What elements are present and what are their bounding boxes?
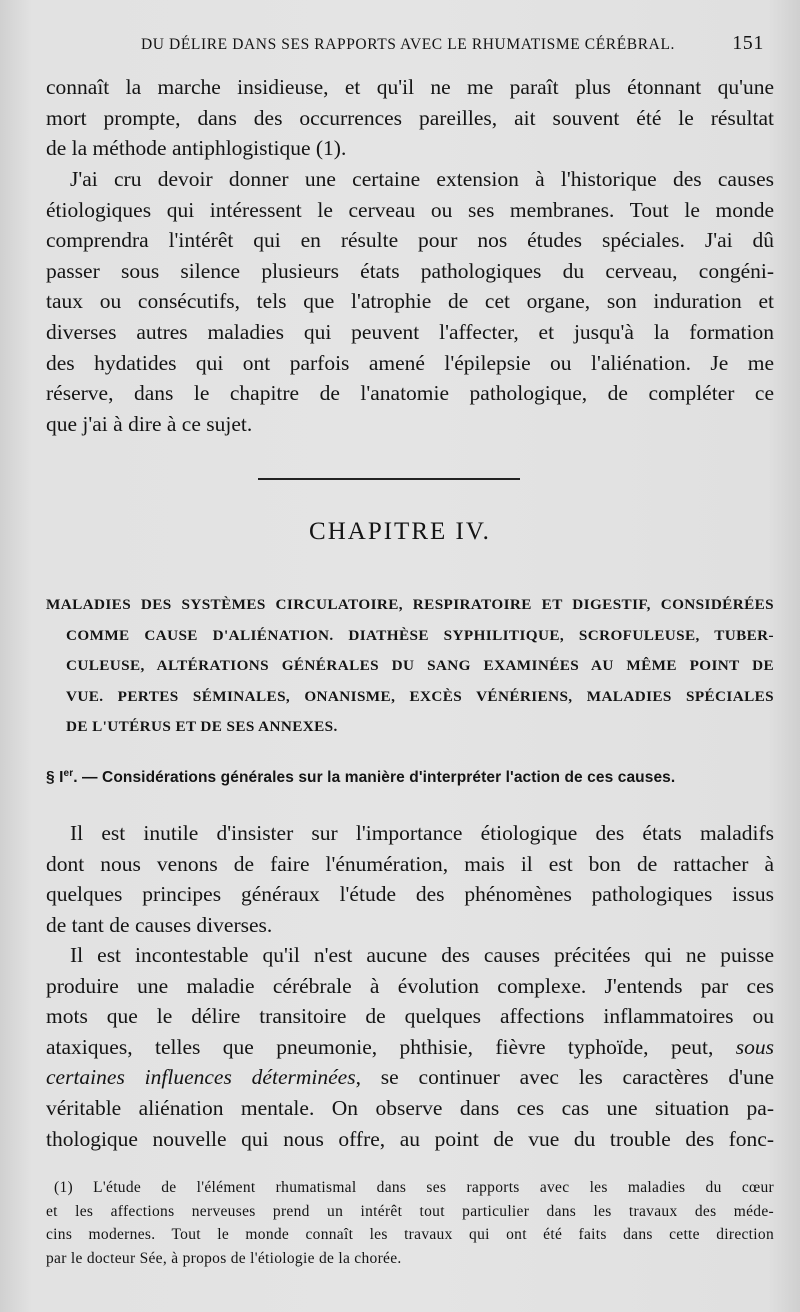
footnote-line: par le docteur Sée, à propos de l'étiologie de la chorée. <box>46 1249 402 1267</box>
text-line: mots que le délire transitoire de quelques affections inflammatoires ou <box>46 1004 774 1029</box>
text-line: des hydatides qui ont parfois amené l'épilepsie ou l'aliénation. Je me <box>46 350 774 375</box>
text-line: comprendra l'intérêt qui en résulte pour nos études spéciales. J'ai dû <box>46 228 774 253</box>
text-line: diverses autres maladies qui peuvent l'affecter, et jusqu'à la formation <box>46 319 774 344</box>
text-line <box>46 1062 774 1093</box>
text-line: véritable aliénation mentale. On observe dans ces cas une situation pa- <box>46 1095 774 1120</box>
summary-line: COMME CAUSE D'ALIÉNATION. DIATHÈSE SYPHILITIQUE, SCROFULEUSE, TUBER- <box>66 626 774 644</box>
paragraph-inutile <box>46 818 774 940</box>
text-line: de la méthode antiphlogistique (1). <box>46 136 347 161</box>
section-mark: § I <box>46 769 64 787</box>
summary-line: VUE. PERTES SÉMINALES, ONANISME, EXCÈS VÉNÉRIENS, MALADIES SPÉCIALES <box>66 687 774 705</box>
section-heading <box>46 768 774 787</box>
text-line: de tant de causes diverses. <box>46 912 273 937</box>
summary-line: DE L'UTÉRUS ET DE SES ANNEXES. <box>66 718 338 736</box>
text-line: produire une maladie cérébrale à évolution complexe. J'entends par ces <box>46 973 774 998</box>
footnote-line: et les affections nerveuses prend un intérêt tout particulier dans les travaux des méde- <box>46 1202 774 1220</box>
italic-fragment: certaines influences déterminées <box>46 1065 356 1090</box>
text-line: réserve, dans le chapitre de l'anatomie pathologique, de compléter ce <box>46 381 774 406</box>
text-fragment: , se continuer avec les caractères d'une <box>355 1065 774 1090</box>
page-number: 151 <box>732 32 764 54</box>
paragraph-historique <box>46 164 774 439</box>
text-line: étiologiques qui intéressent le cerveau ou ses membranes. Tout le monde <box>46 197 774 222</box>
footnote-line: cins modernes. Tout le monde connaît les travaux qui ont été faits dans cette direction <box>46 1226 774 1244</box>
text-line: taux ou consécutifs, tels que l'atrophie de cet organe, son induration et <box>46 289 774 314</box>
text-line: J'ai cru devoir donner une certaine extension à l'historique des causes <box>70 167 774 191</box>
summary-line: CULEUSE, ALTÉRATIONS GÉNÉRALES DU SANG EXAMINÉES AU MÊME POINT DE <box>66 657 774 675</box>
chapter-title: CHAPITRE IV. <box>309 518 491 545</box>
chapter-summary <box>46 590 774 743</box>
italic-fragment: sous <box>735 1034 775 1059</box>
text-line: passer sous silence plusieurs états pathologiques du cerveau, congéni- <box>46 258 774 283</box>
footnote-line: (1) L'étude de l'élément rhumatismal dans ses rapports avec les maladies du cœur <box>54 1179 774 1196</box>
text-line: dont nous venons de faire l'énumération, mais il est bon de rattacher à <box>46 851 774 876</box>
text-line: que j'ai à dire à ce sujet. <box>46 411 253 436</box>
text-line: mort prompte, dans des occurrences pareilles, ait souvent été le résultat <box>46 105 774 130</box>
footnote <box>46 1176 774 1270</box>
text-line <box>46 1032 774 1063</box>
text-fragment: ataxiques, telles que pneumonie, phthisie, fièvre typhoïde, peut, <box>46 1034 714 1059</box>
paragraph-continuation <box>46 72 774 164</box>
section-mark-sup: er <box>63 768 74 779</box>
section-title: . — Considérations générales sur la manière d'interpréter l'action de ces causes. <box>73 769 676 787</box>
summary-line: MALADIES DES SYSTÈMES CIRCULATOIRE, RESPIRATOIRE ET DIGESTIF, CONSIDÉRÉES <box>46 596 774 613</box>
text-line: connaît la marche insidieuse, et qu'il ne me paraît plus étonnant qu'une <box>46 75 774 99</box>
text-line: thologique nouvelle qui nous offre, au point de vue du trouble des fonc- <box>46 1126 774 1151</box>
text-line: quelques principes généraux l'étude des phénomènes pathologiques issus <box>46 882 774 907</box>
running-title: DU DÉLIRE DANS SES RAPPORTS AVEC LE RHUMATISME CÉRÉBRAL. <box>140 36 676 53</box>
text-line: Il est inutile d'insister sur l'importance étiologique des états maladifs <box>70 821 774 845</box>
paragraph-incontestable <box>46 940 774 1154</box>
running-head <box>46 32 770 54</box>
section-divider <box>258 478 520 480</box>
text-line: Il est incontestable qu'il n'est aucune des causes précitées qui ne puisse <box>70 943 774 967</box>
